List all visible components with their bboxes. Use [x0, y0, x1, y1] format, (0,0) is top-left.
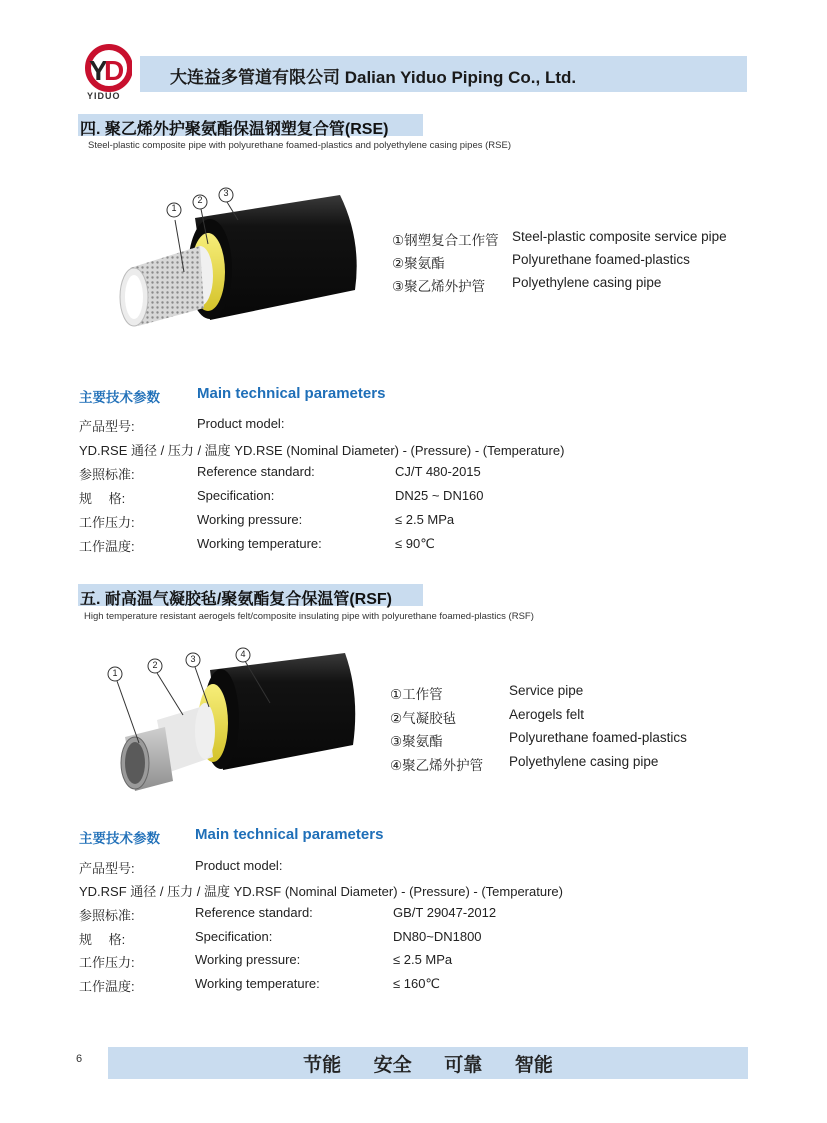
rse-legend-3-cn: ③聚乙烯外护管 [392, 279, 486, 294]
svg-text:D: D [104, 55, 125, 86]
rsf-params-heading-en: Main technical parameters [195, 826, 384, 843]
rse-model-en: Product model: [197, 416, 285, 431]
rsf-legend-2-cn: ②气凝胶毡 [390, 711, 457, 726]
rse-callout-1: 1 [171, 203, 177, 213]
rse-model-line: YD.RSE 通径 / 压力 / 温度 YD.RSE (Nominal Diameter) - (Pressure) - (Temperature) [79, 443, 565, 458]
rsf-model-en: Product model: [195, 858, 283, 873]
rsf-param-value: DN80~DN1800 [393, 929, 482, 944]
rsf-pipe-illustration [95, 645, 365, 795]
rsf-param-label-en: Working pressure: [195, 952, 301, 967]
rsf-title: 五. 耐高温气凝胶毡/聚氨酯复合保温管(RSF) [80, 591, 392, 608]
page-number: 6 [76, 1053, 83, 1065]
rsf-param-value: GB/T 29047-2012 [393, 905, 497, 920]
rsf-param-label-cn: 规 格: [79, 932, 126, 947]
rse-param-label-cn: 工作温度: [79, 539, 135, 554]
rsf-param-value: ≤ 160℃ [393, 976, 441, 991]
rse-param-label-en: Working pressure: [197, 512, 303, 527]
svg-text:Y: Y [89, 55, 108, 86]
company-name: 大连益多管道有限公司 Dalian Yiduo Piping Co., Ltd. [170, 68, 577, 87]
rsf-param-label-en: Reference standard: [195, 905, 313, 920]
rse-param-value: ≤ 2.5 MPa [395, 512, 455, 527]
rsf-param-label-en: Working temperature: [195, 976, 320, 991]
rse-param-label-en: Reference standard: [197, 464, 315, 479]
rse-param-label-cn: 参照标准: [79, 467, 135, 482]
rse-legend-3-en: Polyethylene casing pipe [512, 275, 662, 290]
rse-params-heading-cn: 主要技术参数 [79, 390, 160, 405]
rsf-model-cn: 产品型号: [79, 861, 135, 876]
rsf-param-label-cn: 工作温度: [79, 979, 135, 994]
rse-params-heading-en: Main technical parameters [197, 385, 386, 402]
logo-wordmark: YIDUO [87, 91, 121, 101]
rse-model-cn: 产品型号: [79, 419, 135, 434]
rse-callout-2: 2 [197, 195, 203, 205]
rsf-legend-3-en: Polyurethane foamed-plastics [509, 730, 687, 745]
rse-param-value: ≤ 90℃ [395, 536, 435, 551]
rse-title: 四. 聚乙烯外护聚氨酯保温钢塑复合管(RSE) [80, 121, 389, 138]
rsf-callout-1: 1 [112, 668, 118, 678]
rsf-legend-1-en: Service pipe [509, 683, 584, 698]
rsf-legend-2-en: Aerogels felt [509, 707, 585, 722]
rse-callout-3: 3 [223, 188, 229, 198]
rse-pipe-illustration [100, 180, 370, 340]
rse-legend-1-cn: ①钢塑复合工作管 [392, 233, 499, 248]
rsf-param-value: ≤ 2.5 MPa [393, 952, 453, 967]
rsf-callout-2: 2 [152, 660, 158, 670]
rsf-legend-4-cn: ④聚乙烯外护管 [390, 758, 484, 773]
rse-subtitle: Steel-plastic composite pipe with polyurethane foamed-plastics and polyethylene casing pipes (RSE) [88, 140, 511, 151]
rse-param-label-en: Working temperature: [197, 536, 322, 551]
rsf-legend-4-en: Polyethylene casing pipe [509, 754, 659, 769]
rsf-param-label-cn: 参照标准: [79, 908, 135, 923]
rsf-legend-1-cn: ①工作管 [390, 687, 443, 702]
rsf-callout-3: 3 [190, 654, 196, 664]
rse-param-value: DN25 ~ DN160 [395, 488, 484, 503]
rse-param-label-cn: 规 格: [79, 491, 126, 506]
rsf-param-label-en: Specification: [195, 929, 273, 944]
rse-legend-2-en: Polyurethane foamed-plastics [512, 252, 690, 267]
rsf-param-label-cn: 工作压力: [79, 955, 135, 970]
rsf-params-heading-cn: 主要技术参数 [79, 831, 160, 846]
rsf-legend-3-cn: ③聚氨酯 [390, 734, 443, 749]
rse-param-value: CJ/T 480-2015 [395, 464, 481, 479]
rse-legend-2-cn: ②聚氨酯 [392, 256, 445, 271]
rse-param-label-en: Specification: [197, 488, 275, 503]
rsf-model-line: YD.RSF 通径 / 压力 / 温度 YD.RSF (Nominal Diameter) - (Pressure) - (Temperature) [79, 884, 563, 899]
rsf-callout-4: 4 [240, 649, 246, 659]
rse-legend-1-en: Steel-plastic composite service pipe [512, 229, 727, 244]
rsf-subtitle: High temperature resistant aerogels felt/composite insulating pipe with polyurethane foamed-plastics (RSF) [84, 611, 534, 622]
footer-slogan: 节能 安全 可靠 智能 [303, 1054, 553, 1076]
rse-param-label-cn: 工作压力: [79, 515, 135, 530]
